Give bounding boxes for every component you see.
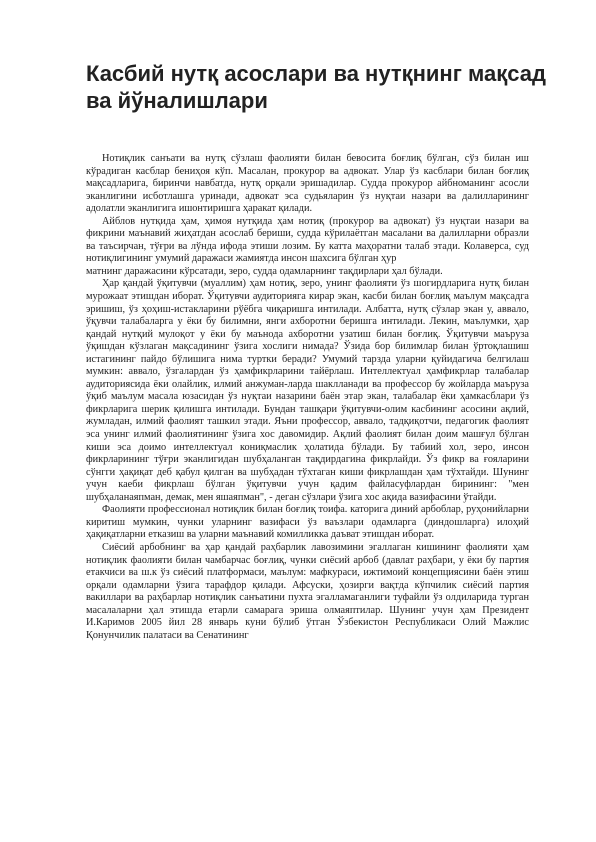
paragraph: Айблов нутқида ҳам, ҳимоя нутқида ҳам нотиқ (прокурор ва адвокат) ўз нуқтаи назари ва фикрини маънавий жиҳатдан асослаб бериши, судда кўрилаётган масалани ва далилларни образли ва таъсирчан, тўғри ва лўнда ифода этиши лозим. Бу катта маҳоратни талаб этади. Колаверса, суд нотиқлигининг умумий даражаси жамиятда инсон шахсига бўлган ҳур [86, 215, 529, 265]
paragraph: Нотиқлик санъати ва нутқ сўзлаш фаолияти билан бевосита боғлиқ бўлган, сўз билан иш кўрадиган касблар бениҳоя кўп. Масалан, прокурор ва адвокат. Улар ўз касблари билан боғлиқ мақсадларига, биринчи навбатда, нутқ орқали эришадилар. Судда прокурор айбноманинг асосли эканлигини исботлашга уринади, адвокат эса судьяларин ўз нуқтаи назари ва далилларининг адолатли эканлигига ишонтиришга ҳаракат қилади. [86, 153, 529, 215]
paragraph: Сиёсий арбобнинг ва ҳар қандай раҳбарлик лавозимини эгаллаган кишининг фаолияти ҳам нотиқлик фаолияти билан чамбарчас боғлиқ, чунки сиёсий арбоб (давлат раҳбари, у ёки бу партия етакчиси ва ш.к ўз сиёсий платформаси, маълум: мафкураси, ижтимоий концепциясини баён этиш орқали одамларни ўзига тарафдор қилади. Афсуски, ҳозирги вақтда кўпчилик сиёсий партия вакиллари ва раҳбарлар нотиқлик санъатини пухта эгалламаганлиги туфайли ўз олдиларида турган масалаларни ҳал этишда етарли самарага эриша олмаяптилар. Шунинг учун ҳам Президент И.Каримов 2005 йил 28 январь куни бўлиб ўтган Ўзбекистон Республикаси Олий Мажлис Қонунчилик палатаси ва Сенатининг [86, 541, 529, 641]
paragraph: Фаолияти профессионал нотиқлик билан боғлиқ тоифа. каторига диний арбоблар, руҳонийларни киритиш мумкин, чунки уларнинг вазифаси ўз ваъзлари одамларга (диндошларга) илоҳий ҳақиқатларни етказиш ва уларни маънавий комилликка даъват этишдан иборат. [86, 504, 529, 541]
paragraph: матнинг даражасини кўрсатади, зеро, судда одамларнинг тақдирлари ҳал бўлади. [86, 265, 443, 277]
page-title: Касбий нутқ асослари ва нутқнинг мақсад ва йўналишлари [86, 61, 546, 113]
document-body [86, 153, 529, 642]
paragraph: Ҳар қандай ўқитувчи (муаллим) ҳам нотиқ, зеро, унинг фаолияти ўз шогирдларига нутқ билан мурожаат этишдан иборат. Ўқитувчи аудиторияга кирар экан, касби билан боғлиқ маълум мақсадга эришиш, ўз ҳоҳиш-истакларини рўёбга чиқаришга интилади. Албатта, нутқ сўзлар экан у, аввало, ўқувчи талабаларга у ёки бу билимни, янги ахборотни беришга интилади. Лекин, маълумки, ҳар қандай нутқий мулоқот у ёки бу маънода ахборотни узатиш билан боғлиқ. Ўқитувчи маъруза ўқишдан кўзлаган мақсадининг ўзига хослиги нимада? Ўзида бор билимлар билан ўртоқлашиш истагининг пайдо бўлишига нима туртки беради? Умумий тарзда уларни қуйидагича белгилаш мумкин: аввало, ўзгалардан ўз ҳамфикрларини тайёрлаш. Интеллектуал ҳамфикрлар талабалар аудиториясида ёки олайлик, илмий анжуман-ларда шаклланади ва профессор бу жойларда маъруза ўқиб маълум масала юзасидан ўз нуқтаи назарини баён этар экан, талабалар ёки ҳамкасблари ўз фикрларига шерик қилишга интилади. Бундан ташқари ўқитувчи-олим касбининг асосини ақлий, жумладан, илмий фаолият ташкил этади. Яъни профессор, аввало, тадқиқотчи, педагогик фаолият эса унинг илмий фаолиятининг ўзига хос давомидир. Ақлий фаолият билан доим машғул бўлган киши эса доимо интеллектуал кониқмаслик ҳолатида бўлади. Бу табиий хол, зеро, инсон фикрларининг тўғри эканлигидан шубҳаланган тақдирдагина фикрлайди. Ўз фикр ва ғояларини сўнгги ҳақиқат деб қабул қилган ва шубҳадан тўхтаган киши фикрлашдан ҳам тўхтайди. Шунинг учун каеби фикрлаш бўлган ўқитувчи учун қадим файласуфлардан бирининг: "мен шубҳаланаяпман, демак, мен яшаяпман", - деган сўзлари ўзига хос ақида вазифасини ўтайди. [86, 278, 529, 503]
